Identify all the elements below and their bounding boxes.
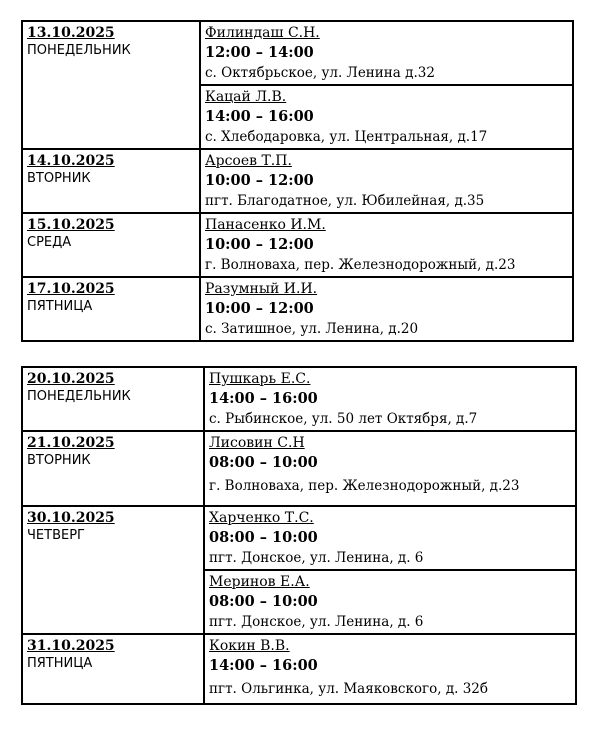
date: 31.10.2025	[27, 638, 115, 654]
date-cell	[22, 277, 200, 341]
table-row	[22, 367, 576, 431]
table-row	[22, 277, 573, 341]
table-row	[22, 21, 573, 85]
weekday: ПЯТНИЦА	[27, 299, 93, 314]
weekday: ЧЕТВЕРГ	[27, 528, 85, 543]
weekday: ПОНЕДЕЛЬНИК	[27, 389, 131, 404]
time-range: 14:00 – 16:00	[209, 390, 318, 407]
person-name: Арсоев Т.П.	[205, 153, 292, 169]
table-body	[22, 21, 573, 341]
date-cell	[22, 21, 200, 149]
table-row	[22, 506, 576, 570]
person-name: Пушкарь Е.С.	[209, 371, 311, 387]
table-row	[22, 634, 576, 704]
address: с. Рыбинское, ул. 50 лет Октября, д.7	[209, 411, 478, 427]
entry-cell	[204, 506, 576, 570]
time-range: 08:00 – 10:00	[209, 593, 318, 610]
date: 20.10.2025	[27, 371, 115, 387]
address: с. Хлебодаровка, ул. Центральная, д.17	[205, 129, 488, 145]
entry-cell	[200, 85, 573, 149]
time-range: 10:00 – 12:00	[205, 236, 314, 253]
address: пгт. Донское, ул. Ленина, д. 6	[209, 550, 424, 566]
person-name: Разумный И.И.	[205, 281, 318, 297]
weekday: ВТОРНИК	[27, 453, 91, 468]
address: пгт. Благодатное, ул. Юбилейная, д.35	[205, 193, 485, 209]
person-name: Кокин В.В.	[209, 638, 290, 654]
time-range: 08:00 – 10:00	[209, 529, 318, 546]
person-name: Филиндаш С.Н.	[205, 25, 320, 41]
entry-cell	[204, 367, 576, 431]
date-cell	[22, 213, 200, 277]
table-row	[22, 149, 573, 213]
address: с. Октябрьское, ул. Ленина д.32	[205, 65, 435, 81]
table-row	[22, 431, 576, 506]
entry-cell	[204, 431, 576, 506]
table-body	[22, 367, 576, 704]
person-name: Панасенко И.М.	[205, 217, 326, 233]
address: пгт. Донское, ул. Ленина, д. 6	[209, 614, 424, 630]
person-name: Меринов Е.А.	[209, 574, 310, 590]
address: с. Затишное, ул. Ленина, д.20	[205, 321, 419, 337]
entry-cell	[200, 149, 573, 213]
date: 13.10.2025	[27, 25, 115, 41]
time-range: 10:00 – 12:00	[205, 172, 314, 189]
date: 21.10.2025	[27, 435, 115, 451]
time-range: 10:00 – 12:00	[205, 300, 314, 317]
address: г. Волноваха, пер. Железнодорожный, д.23	[205, 257, 516, 273]
address: г. Волноваха, пер. Железнодорожный, д.23	[209, 478, 520, 494]
date-cell	[22, 149, 200, 213]
schedule-table-1	[21, 20, 574, 342]
time-range: 14:00 – 16:00	[209, 657, 318, 674]
entry-cell	[200, 277, 573, 341]
weekday: СРЕДА	[27, 235, 72, 250]
date-cell	[22, 506, 204, 634]
person-name: Харченко Т.С.	[209, 510, 314, 526]
entry-cell	[204, 634, 576, 704]
date: 15.10.2025	[27, 217, 115, 233]
date-cell	[22, 367, 204, 431]
entry-cell	[204, 570, 576, 634]
weekday: ПЯТНИЦА	[27, 656, 93, 671]
person-name: Кацай Л.В.	[205, 89, 287, 105]
entry-cell	[200, 213, 573, 277]
date: 14.10.2025	[27, 153, 115, 169]
time-range: 08:00 – 10:00	[209, 454, 318, 471]
time-range: 12:00 – 14:00	[205, 44, 314, 61]
date: 30.10.2025	[27, 510, 115, 526]
date-cell	[22, 634, 204, 704]
date: 17.10.2025	[27, 281, 115, 297]
weekday: ПОНЕДЕЛЬНИК	[27, 43, 131, 58]
table-row	[22, 213, 573, 277]
weekday: ВТОРНИК	[27, 171, 91, 186]
time-range: 14:00 – 16:00	[205, 108, 314, 125]
schedule-table-2	[21, 366, 577, 705]
entry-cell	[200, 21, 573, 85]
person-name: Лисовин С.Н	[209, 435, 305, 451]
address: пгт. Ольгинка, ул. Маяковского, д. 32б	[209, 681, 489, 697]
date-cell	[22, 431, 204, 506]
